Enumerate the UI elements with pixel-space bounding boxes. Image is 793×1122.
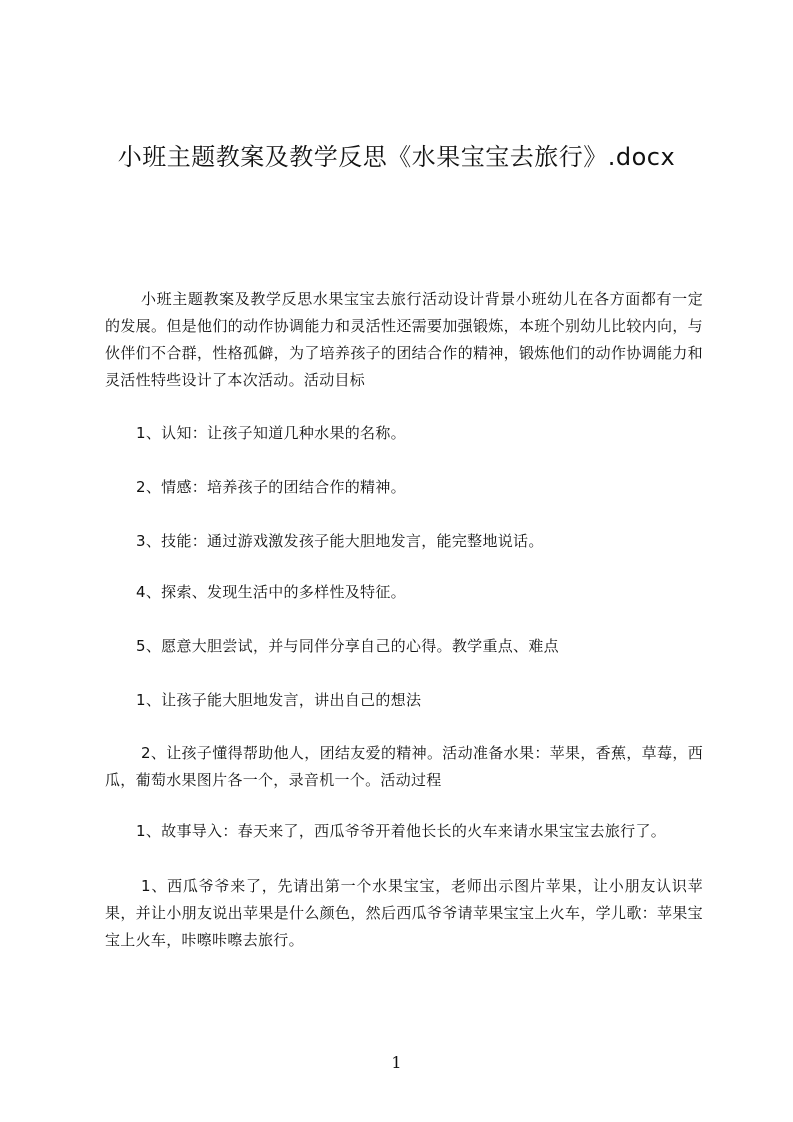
process-intro-item: 1、故事导入：春天来了，西瓜爷爷开着他长长的火车来请水果宝宝去旅行了。 [136,822,667,840]
goal-item-3: 3、技能：通过游戏激发孩子能大胆地发言，能完整地说话。 [136,532,544,550]
goal-item-1: 1、认知：让孩子知道几种水果的名称。 [136,424,406,442]
page-number: 1 [391,1053,402,1072]
difficulty-and-preparation-paragraph: 2、让孩子懂得帮助他人，团结友爱的精神。活动准备水果：苹果，香蕉，草莓，西瓜，葡萄水果图片各一个，录音机一个。活动过程 [105,744,703,789]
key-point-item-1: 1、让孩子能大胆地发言，讲出自己的想法 [136,691,422,709]
process-step-paragraph: 1、西瓜爷爷来了，先请出第一个水果宝宝，老师出示图片苹果，让小朋友认识苹果，并让小朋友说出苹果是什么颜色，然后西瓜爷爷请苹果宝宝上火车，学儿歌：苹果宝宝上火车，咔嚓咔嚓去旅行。 [105,877,703,949]
intro-paragraph: 小班主题教案及教学反思水果宝宝去旅行活动设计背景小班幼儿在各方面都有一定的发展。但是他们的动作协调能力和灵活性还需要加强锻炼，本班个别幼儿比较内向，与伙伴们不合群，性格孤僻，为了培养孩子的团结合作的精神，锻炼他们的动作协调能力和灵活性特些设计了本次活动。活动目标 [105,290,703,389]
goal-item-5: 5、愿意大胆尝试，并与同伴分享自己的心得。教学重点、难点 [136,637,559,655]
document-title: 小班主题教案及教学反思《水果宝宝去旅行》.docx [117,143,676,171]
goal-item-2: 2、情感：培养孩子的团结合作的精神。 [136,478,406,496]
goal-item-4: 4、探索、发现生活中的多样性及特征。 [136,583,406,601]
